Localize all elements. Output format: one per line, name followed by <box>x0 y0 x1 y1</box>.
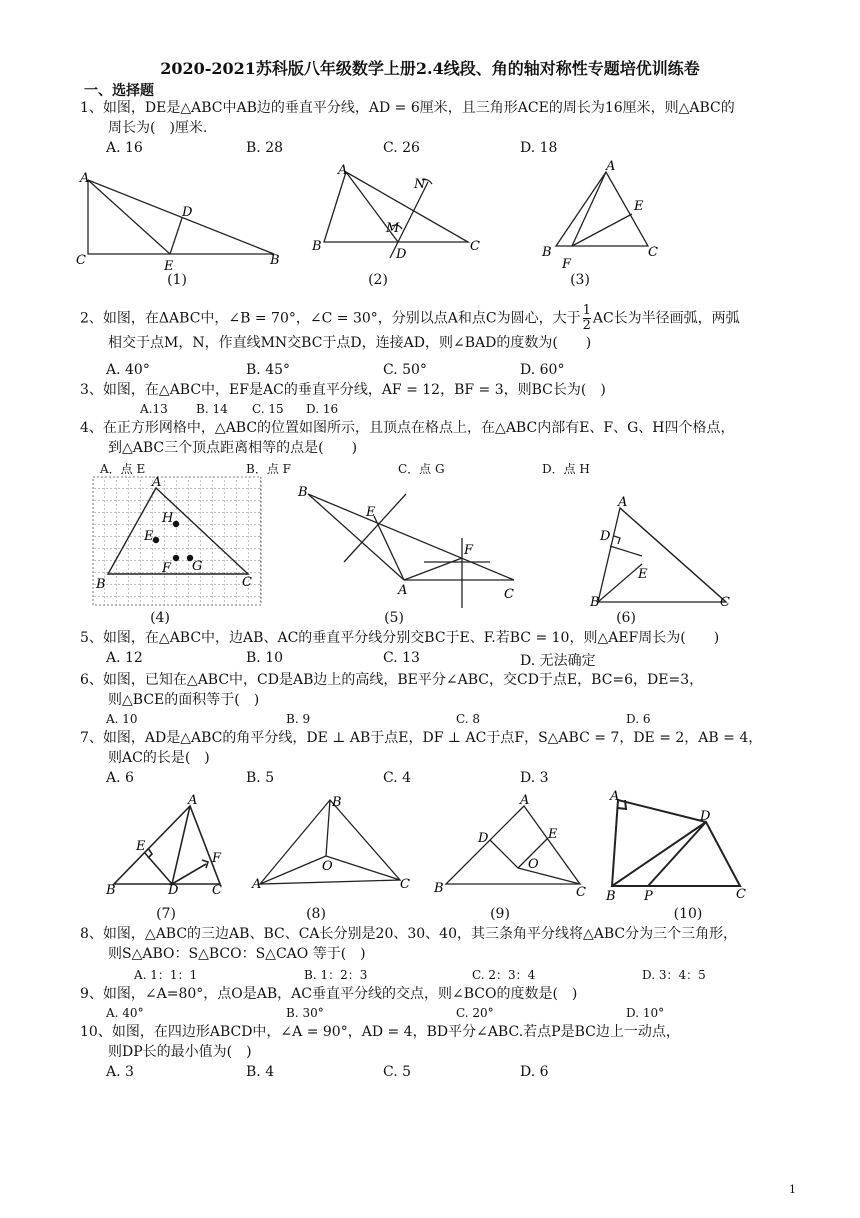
option-c[interactable]: C. 20° <box>456 1006 494 1020</box>
option-b[interactable]: B. 9 <box>286 712 311 726</box>
label-d: D <box>478 831 489 846</box>
page-title: 2020-2021苏科版八年级数学上册2.4线段、角的轴对称性专题培优训练卷 <box>160 59 700 78</box>
option-d[interactable]: D. 18 <box>520 140 558 156</box>
figure-caption-5: (5) <box>384 610 404 626</box>
question-7 <box>80 728 780 768</box>
question-text-cont: 相交于点M，N，作直线MN交BC于点D，连接AD，则∠BAD的度数为( ) <box>108 335 592 351</box>
option-c[interactable]: C. 50° <box>383 362 427 378</box>
label-f: F <box>162 561 172 576</box>
label-b: B <box>434 881 444 896</box>
label-e: E <box>634 199 644 214</box>
label-c: C <box>736 887 746 902</box>
option-b[interactable]: B. 10 <box>246 650 284 666</box>
option-c[interactable]: C. 13 <box>383 650 420 666</box>
fraction-numerator: 1 <box>582 303 591 318</box>
label-c: C <box>242 575 252 590</box>
question-10 <box>80 1022 780 1062</box>
label-e: E <box>136 839 146 854</box>
option-a[interactable]: A．点 E <box>100 462 146 476</box>
option-a[interactable]: A. 40° <box>106 1006 144 1020</box>
question-3 <box>80 380 780 400</box>
option-a[interactable]: A. 6 <box>106 770 134 786</box>
question-text: 如图，在ΔABC中，∠B = 70°，∠C = 30°，分别以点A和点C为圆心，大于 <box>102 310 581 327</box>
option-c[interactable]: C. 4 <box>383 770 412 786</box>
question-5 <box>80 628 780 648</box>
label-d: D <box>396 247 407 262</box>
option-c[interactable]: C. 15 <box>252 402 284 416</box>
figure-caption-1: (1) <box>167 272 187 288</box>
question-text: 如图，DE是△ABC中AB边的垂直平分线，AD = 6厘米，且三角形ACE的周长为16厘米，则△ABC的 <box>102 100 735 116</box>
label-f: F <box>212 851 222 866</box>
label-a: A <box>252 877 262 892</box>
figure-1 <box>72 168 292 270</box>
label-c: C <box>470 239 480 254</box>
figure-caption-4: (4) <box>150 610 170 626</box>
option-b[interactable]: B. 45° <box>246 362 291 378</box>
label-a: A <box>606 160 616 174</box>
option-d[interactable]: D. 3：4：5 <box>642 968 706 982</box>
label-a: A <box>520 793 530 808</box>
page-number: 1 <box>789 1183 796 1196</box>
label-f: F <box>464 543 474 558</box>
question-text: 如图，在△ABC中，EF是AC的垂直平分线，AF = 12，BF = 3，则BC长为( ) <box>102 382 606 398</box>
option-c[interactable]: C. 26 <box>383 140 420 156</box>
option-c[interactable]: C. 8 <box>456 712 481 726</box>
option-a[interactable]: A. 16 <box>106 140 143 156</box>
label-a: A <box>618 495 628 510</box>
section-heading: 一、选择题 <box>84 83 154 99</box>
label-e: E <box>366 505 376 520</box>
label-o: O <box>528 857 539 872</box>
question-text-cont: 则DP长的最小值为( ) <box>108 1044 252 1060</box>
label-p: P <box>644 889 653 904</box>
question-text: 如图，已知在△ABC中，CD是AB边上的高线，BE平分∠ABC，交CD于点E，BC=6，DE=3， <box>102 672 704 688</box>
question-1 <box>80 98 780 138</box>
option-a[interactable]: A. 40° <box>106 362 150 378</box>
option-d[interactable]: D. 6 <box>626 712 651 726</box>
label-b: B <box>606 889 616 904</box>
option-a[interactable]: A. 1：1：1 <box>134 968 198 982</box>
option-a[interactable]: A. 10 <box>106 712 138 726</box>
question-number: 4、 <box>80 420 103 436</box>
option-d[interactable]: D．点 H <box>542 462 590 476</box>
label-b: B <box>106 883 116 898</box>
question-text-cont: 则S△ABO：S△BCO：S△CAO 等于( ) <box>108 946 366 962</box>
question-text: 如图，在四边形ABCD中，∠A = 90°，AD = 4，BD平分∠ABC.若点P是BC边上一动点， <box>111 1024 680 1040</box>
option-d[interactable]: D. 16 <box>306 402 339 416</box>
label-a: A <box>152 476 162 490</box>
label-c: C <box>576 885 586 898</box>
figure-caption-3: (3) <box>570 272 590 288</box>
option-b[interactable]: B. 5 <box>246 770 275 786</box>
label-c: C <box>400 877 410 892</box>
label-c: C <box>720 595 730 610</box>
label-b: B <box>270 253 280 268</box>
figure-10 <box>600 788 760 904</box>
question-2 <box>80 304 780 353</box>
label-c: C <box>648 245 658 260</box>
label-f: F <box>562 257 572 270</box>
figure-caption-7: (7) <box>156 906 176 922</box>
label-a: A <box>80 171 90 186</box>
question-number: 10、 <box>80 1024 112 1040</box>
option-b[interactable]: B. 30° <box>286 1006 324 1020</box>
label-a: A <box>188 794 198 808</box>
question-text: 如图，在△ABC中，边AB、AC的垂直平分线分别交BC于E、F.若BC = 10，则△AEF周长为( ) <box>102 630 720 646</box>
question-4 <box>80 418 780 458</box>
label-a: A <box>610 789 620 804</box>
label-b: B <box>312 239 322 254</box>
figure-caption-10: (10) <box>673 906 703 922</box>
option-b[interactable]: B．点 F <box>246 462 291 476</box>
fraction-half <box>583 304 591 333</box>
figure-6 <box>590 494 740 610</box>
figure-7 <box>104 794 230 898</box>
option-b[interactable]: B. 14 <box>196 402 228 416</box>
label-e: E <box>638 567 648 582</box>
option-b[interactable]: B. 4 <box>246 1064 275 1080</box>
label-b: B <box>96 577 106 592</box>
label-n: N <box>414 177 426 192</box>
question-number: 9、 <box>80 986 103 1002</box>
question-text-b: AC长为半径画弧，两弧 <box>592 310 740 327</box>
question-number: 6、 <box>80 672 103 688</box>
label-c: C <box>212 883 222 898</box>
label-a: A <box>338 163 348 178</box>
option-b[interactable]: B. 1：2：3 <box>304 968 368 982</box>
fraction-denominator: 2 <box>582 318 591 333</box>
question-text: 在正方形网格中，△ABC的位置如图所示，且顶点在格点上，在△ABC内部有E、F、G、H四个格点， <box>102 420 735 436</box>
figure-3 <box>536 160 666 270</box>
option-d[interactable]: D. 60° <box>520 362 565 378</box>
question-9 <box>80 984 780 1004</box>
label-a: A <box>398 583 408 598</box>
figure-4 <box>92 476 264 608</box>
label-o: O <box>322 859 333 874</box>
question-text: 如图，AD是△ABC的角平分线，DE ⊥ AB于点E，DF ⊥ AC于点F，S△ABC = 7，DE = 2，AB = 4， <box>102 730 763 746</box>
question-text: 如图，△ABC的三边AB、BC、CA长分别是20、30、40，其三条角平分线将△ABC分为三个三角形， <box>102 926 738 942</box>
question-number: 8、 <box>80 926 103 942</box>
label-d: D <box>182 205 193 220</box>
label-d: D <box>168 883 179 898</box>
option-d[interactable]: D. 无法确定 <box>520 653 596 669</box>
label-m: M <box>386 221 400 236</box>
option-d[interactable]: D. 3 <box>520 770 549 786</box>
option-a[interactable]: A. 12 <box>106 650 143 666</box>
option-c[interactable]: C. 5 <box>383 1064 412 1080</box>
label-b: B <box>590 595 600 610</box>
question-text-cont: 则AC的长是( ) <box>108 750 210 766</box>
label-e: E <box>548 827 558 842</box>
question-number: 3、 <box>80 382 103 398</box>
question-text-cont: 到△ABC三个顶点距离相等的点是( ) <box>108 440 358 456</box>
question-number: 1、 <box>80 100 103 116</box>
question-number: 5、 <box>80 630 103 646</box>
label-h: H <box>162 511 174 526</box>
label-g: G <box>192 559 203 574</box>
question-8 <box>80 924 780 964</box>
option-b[interactable]: B. 28 <box>246 140 284 156</box>
figure-caption-9: (9) <box>490 906 510 922</box>
label-d: D <box>600 529 611 544</box>
figure-caption-6: (6) <box>616 610 636 626</box>
label-b: B <box>298 485 308 500</box>
question-number: 7、 <box>80 730 103 746</box>
figure-9 <box>430 790 594 898</box>
question-6 <box>80 670 780 710</box>
figure-2 <box>310 160 480 265</box>
label-e: E <box>144 529 154 544</box>
label-b: B <box>542 245 552 260</box>
figure-caption-8: (8) <box>306 906 326 922</box>
question-text-cont: 周长为( )厘米. <box>108 120 208 136</box>
figure-5 <box>294 480 526 610</box>
label-b: B <box>332 795 342 810</box>
option-d[interactable]: D. 6 <box>520 1064 549 1080</box>
label-c: C <box>504 587 514 602</box>
label-e: E <box>164 259 174 270</box>
option-d[interactable]: D. 10° <box>626 1006 665 1020</box>
figure-caption-2: (2) <box>368 272 388 288</box>
option-a[interactable]: A. 3 <box>106 1064 134 1080</box>
label-c: C <box>76 253 86 268</box>
label-d: D <box>700 809 711 824</box>
option-c[interactable]: C．点 G <box>398 462 445 476</box>
question-text-cont: 则△BCE的面积等于( ) <box>108 692 260 708</box>
option-a[interactable]: A.13 <box>140 402 168 416</box>
option-c[interactable]: C. 2：3：4 <box>472 968 536 982</box>
figure-8 <box>250 788 414 898</box>
question-number: 2、 <box>80 310 103 327</box>
question-text: 如图，∠A=80°，点O是AB，AC垂直平分线的交点，则∠BCO的度数是( ) <box>102 986 578 1002</box>
